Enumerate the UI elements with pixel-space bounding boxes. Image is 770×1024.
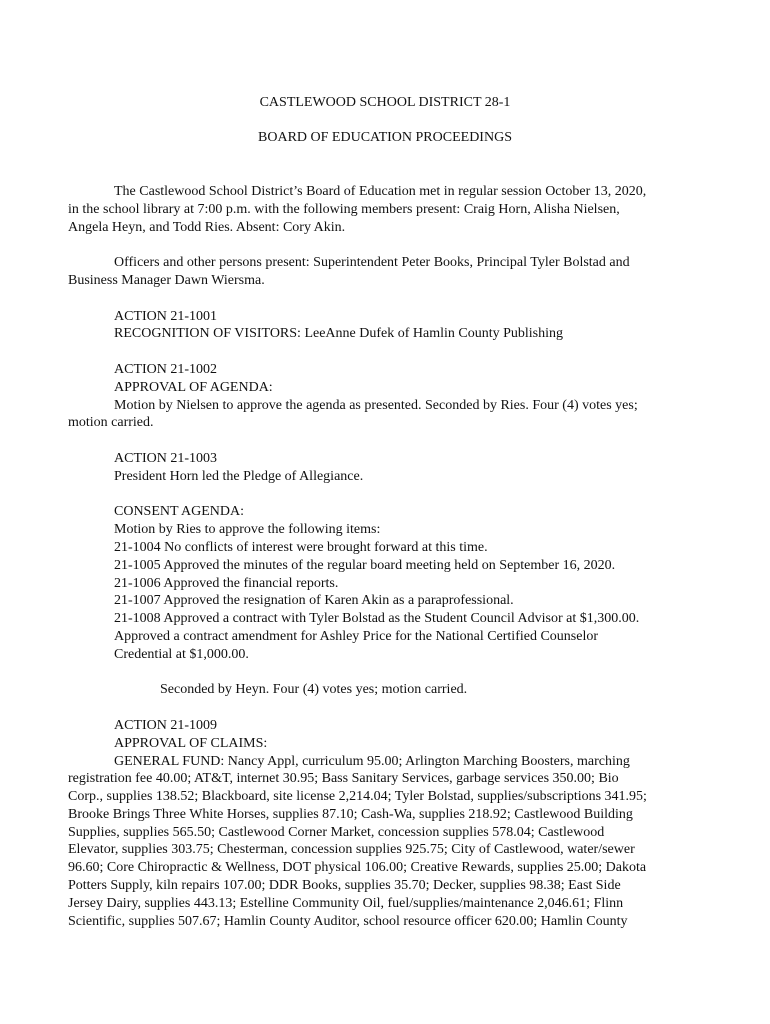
consent-item: Motion by Ries to approve the following items: xyxy=(114,522,381,538)
action-label: ACTION 21-1003 xyxy=(114,450,218,466)
officers-paragraph xyxy=(68,254,698,290)
document-body xyxy=(68,183,698,930)
claims-line: GENERAL FUND: Nancy Appl, curriculum 95.00; Arlington Marching Boosters, marching xyxy=(114,753,630,769)
consent-seconded xyxy=(68,681,698,699)
action-1001 xyxy=(68,308,698,344)
consent-heading: CONSENT AGENDA: xyxy=(114,504,245,520)
action-label: ACTION 21-1001 xyxy=(114,308,218,324)
intro-paragraph xyxy=(68,183,698,236)
officers-line: Officers and other persons present: Superintendent Peter Books, Principal Tyler Bolstad and xyxy=(114,255,630,271)
action-heading: APPROVAL OF CLAIMS: xyxy=(114,735,268,751)
consent-item: Approved a contract amendment for Ashley Price for the National Certified Counselor xyxy=(114,628,599,644)
claims-line: Corp., supplies 138.52; Blackboard, site license 2,214.04; Tyler Bolstad, supplies/subscriptions 341.95; xyxy=(68,789,647,805)
action-text: President Horn led the Pledge of Allegiance. xyxy=(114,468,364,484)
page-title: BOARD OF EDUCATION PROCEEDINGS xyxy=(258,130,512,145)
action-label: ACTION 21-1002 xyxy=(114,361,218,377)
consent-item: 21-1004 No conflicts of interest were brought forward at this time. xyxy=(114,539,488,555)
intro-line: in the school library at 7:00 p.m. with the following members present: Craig Horn, Alisha Nielsen, xyxy=(68,201,620,217)
officers-line: Business Manager Dawn Wiersma. xyxy=(68,272,265,288)
consent-item: 21-1006 Approved the financial reports. xyxy=(114,575,339,591)
action-1002 xyxy=(68,361,698,432)
district-title: CASTLEWOOD SCHOOL DISTRICT 28-1 xyxy=(259,95,511,110)
consent-item: 21-1005 Approved the minutes of the regular board meeting held on September 16, 2020. xyxy=(114,557,616,573)
intro-line: Angela Heyn, and Todd Ries. Absent: Cory Akin. xyxy=(68,219,346,235)
claims-line: 96.60; Core Chiropractic & Wellness, DOT physical 106.00; Creative Rewards, supplies 25.00; Dakota xyxy=(68,860,647,876)
action-1009 xyxy=(68,717,698,931)
action-text: Motion by Nielsen to approve the agenda as presented. Seconded by Ries. Four (4) votes yes; xyxy=(114,397,638,413)
consent-item: 21-1007 Approved the resignation of Karen Akin as a paraprofessional. xyxy=(114,593,514,609)
claims-line: Elevator, supplies 303.75; Chesterman, concession supplies 925.75; City of Castlewood, water/sewer xyxy=(68,842,635,858)
consent-agenda xyxy=(68,503,698,663)
action-text: motion carried. xyxy=(68,415,154,431)
consent-item: 21-1008 Approved a contract with Tyler Bolstad as the Student Council Advisor at $1,300.00. xyxy=(114,611,640,627)
action-1003 xyxy=(68,450,698,486)
action-heading: APPROVAL OF AGENDA: xyxy=(114,379,273,395)
claims-line: Supplies, supplies 565.50; Castlewood Corner Market, concession supplies 578.04; Castlewood xyxy=(68,824,605,840)
consent-item: Credential at $1,000.00. xyxy=(114,646,249,662)
action-label: ACTION 21-1009 xyxy=(114,717,218,733)
intro-line: The Castlewood School District’s Board of Education met in regular session October 13, 2020, xyxy=(114,184,647,199)
action-text: RECOGNITION OF VISITORS: LeeAnne Dufek of Hamlin County Publishing xyxy=(114,326,564,342)
claims-line: Scientific, supplies 507.67; Hamlin County Auditor, school resource officer 620.00; Hamlin County xyxy=(68,913,628,929)
claims-line: Brooke Brings Three White Horses, supplies 87.10; Cash-Wa, supplies 218.92; Castlewood Building xyxy=(68,806,633,822)
claims-line: Potters Supply, kiln repairs 107.00; DDR Books, supplies 35.70; Decker, supplies 98.38; East Side xyxy=(68,878,621,894)
claims-line: registration fee 40.00; AT&T, internet 30.95; Bass Sanitary Services, garbage services 350.00; Bio xyxy=(68,771,619,787)
seconded-line: Seconded by Heyn. Four (4) votes yes; motion carried. xyxy=(160,682,468,698)
claims-line: Jersey Dairy, supplies 443.13; Estelline Community Oil, fuel/supplies/maintenance 2,046.61; Flinn xyxy=(68,895,624,911)
